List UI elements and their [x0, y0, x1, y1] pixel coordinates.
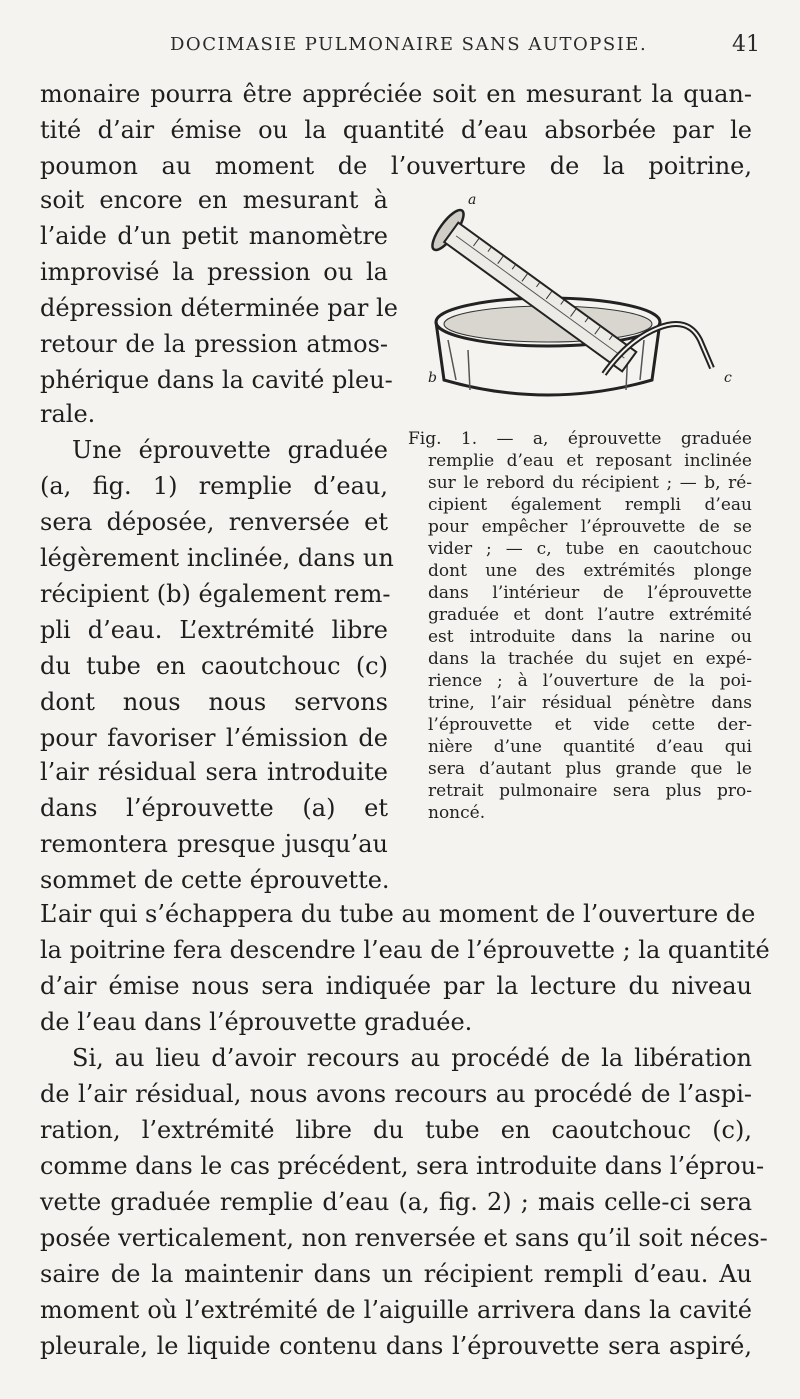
- caption-line: cipient également rempli d’eau: [428, 495, 752, 515]
- caption-line: l’éprouvette et vide cette der-: [428, 715, 752, 735]
- text-line: la poitrine fera descendre l’eau de l’éprouvette ; la quantité: [40, 936, 770, 964]
- graduated-tube-diagram: [408, 190, 748, 420]
- text-line: de l’eau dans l’éprouvette graduée.: [40, 1008, 473, 1036]
- text-line: comme dans le cas précédent, sera introduite dans l’éprou-: [40, 1152, 765, 1180]
- caption-line: dans la trachée du sujet en expé-: [428, 649, 752, 669]
- caption-line: trine, l’air résidual pénètre dans: [428, 693, 752, 713]
- column-line: sera déposée, renversée et: [40, 508, 388, 536]
- caption-line: vider ; — c, tube en caoutchouc: [428, 539, 752, 559]
- caption-line: graduée et dont l’autre extrémité: [428, 605, 752, 625]
- figure-label-b: b: [428, 370, 437, 386]
- column-line: soit encore en mesurant à: [40, 186, 388, 214]
- column-line: récipient (b) également rem-: [40, 580, 391, 608]
- text-line: poumon au moment de l’ouverture de la poitrine,: [40, 152, 752, 180]
- column-line: pli d’eau. L’extrémité libre: [40, 616, 388, 644]
- figure-label-c: c: [724, 370, 732, 386]
- caption-line: Fig. 1. — a, éprouvette graduée: [408, 429, 752, 449]
- page-number: 41: [732, 32, 760, 57]
- column-line: dans l’éprouvette (a) et: [40, 794, 388, 822]
- text-line: d’air émise nous sera indiquée par la lecture du niveau: [40, 972, 752, 1000]
- caption-line: retrait pulmonaire sera plus pro-: [428, 781, 752, 801]
- running-title: DOCIMASIE PULMONAIRE SANS AUTOPSIE.: [170, 34, 648, 55]
- text-line: vette graduée remplie d’eau (a, fig. 2) ; mais celle-ci sera: [40, 1188, 752, 1216]
- text-line: moment où l’extrémité de l’aiguille arrivera dans la cavité: [40, 1296, 752, 1324]
- column-line: l’air résidual sera introduite: [40, 758, 388, 786]
- figure-label-a: a: [468, 192, 477, 208]
- text-line: posée verticalement, non renversée et sans qu’il soit néces-: [40, 1224, 768, 1252]
- column-line: légèrement inclinée, dans un: [40, 544, 394, 572]
- caption-line: dans l’intérieur de l’éprouvette: [428, 583, 752, 603]
- caption-line: nière d’une quantité d’eau qui: [428, 737, 752, 757]
- text-line: pleurale, le liquide contenu dans l’éprouvette sera aspiré,: [40, 1332, 752, 1360]
- text-line: L’air qui s’échappera du tube au moment de l’ouverture de: [40, 900, 756, 928]
- text-line: tité d’air émise ou la quantité d’eau absorbée par le: [40, 116, 752, 144]
- caption-line: sur le rebord du récipient ; — b, ré-: [428, 473, 752, 493]
- caption-line: sera d’autant plus grande que le: [428, 759, 752, 779]
- column-line: Une éprouvette graduée: [72, 436, 388, 464]
- caption-line: remplie d’eau et reposant inclinée: [428, 451, 752, 471]
- column-line: pour favoriser l’émission de: [40, 724, 388, 752]
- text-line: ration, l’extrémité libre du tube en caoutchouc (c),: [40, 1116, 752, 1144]
- caption-line: est introduite dans la narine ou: [428, 627, 752, 647]
- column-line: retour de la pression atmos-: [40, 330, 388, 358]
- caption-line: pour empêcher l’éprouvette de se: [428, 517, 752, 537]
- column-line: remontera presque jusqu’au: [40, 830, 388, 858]
- text-line: Si, au lieu d’avoir recours au procédé de la libération: [72, 1044, 752, 1072]
- running-header: [40, 32, 760, 62]
- caption-line: rience ; à l’ouverture de la poi-: [428, 671, 752, 691]
- text-line: monaire pourra être appréciée soit en mesurant la quan-: [40, 80, 752, 108]
- column-line: rale.: [40, 400, 96, 428]
- text-line: saire de la maintenir dans un récipient rempli d’eau. Au: [40, 1260, 752, 1288]
- caption-line: noncé.: [428, 803, 486, 823]
- column-line: l’aide d’un petit manomètre: [40, 222, 388, 250]
- column-line: improvisé la pression ou la: [40, 258, 388, 286]
- figure-illustration: [408, 190, 748, 420]
- column-line: (a, fig. 1) remplie d’eau,: [40, 472, 388, 500]
- column-line: du tube en caoutchouc (c): [40, 652, 388, 680]
- text-line: de l’air résidual, nous avons recours au procédé de l’aspi-: [40, 1080, 752, 1108]
- column-line: sommet de cette éprouvette.: [40, 866, 390, 894]
- column-line: phérique dans la cavité pleu-: [40, 366, 393, 394]
- caption-line: dont une des extrémités plonge: [428, 561, 752, 581]
- column-line: dont nous nous servons: [40, 688, 388, 716]
- column-line: dépression déterminée par le: [40, 294, 398, 322]
